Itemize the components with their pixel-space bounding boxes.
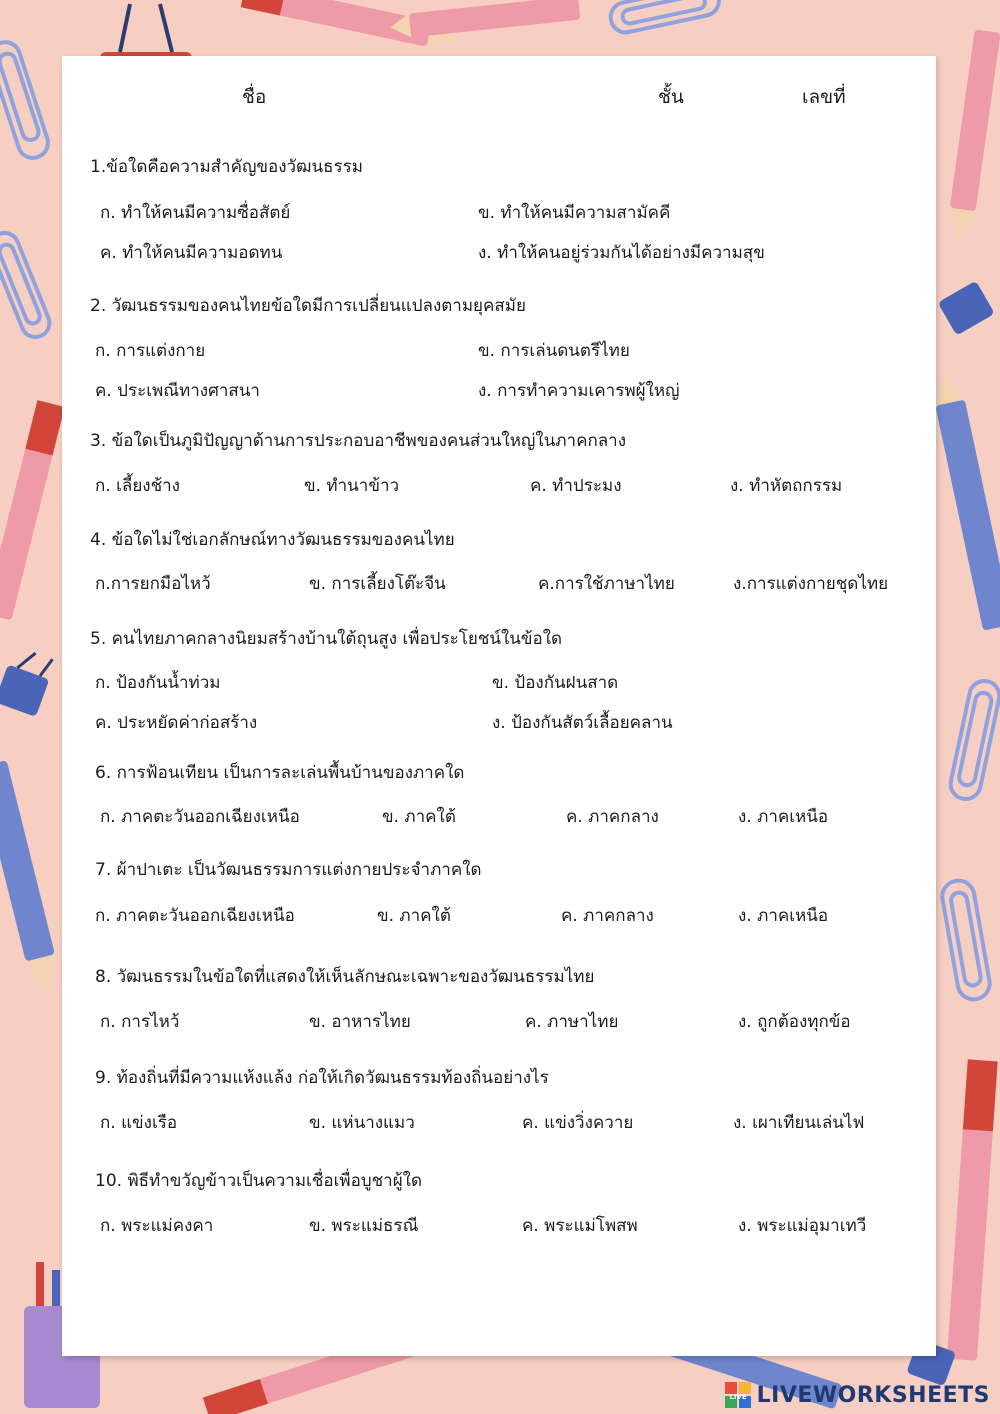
pencil-icon: [947, 1059, 998, 1360]
question-3-option-b[interactable]: ข. ทำนาข้าว: [304, 476, 400, 496]
binder-clip-icon: [0, 646, 56, 717]
paperclip-icon: [0, 38, 52, 161]
paperclip-icon: [608, 0, 722, 35]
question-8-option-d[interactable]: ง. ถูกต้องทุกข้อ: [738, 1012, 851, 1032]
question-3-title: 3. ข้อใดเป็นภูมิปัญญาด้านการประกอบอาชีพของคนส่วนใหญ่ในภาคกลาง: [90, 431, 627, 451]
question-7-option-b[interactable]: ข. ภาคใต้: [377, 906, 451, 926]
question-7-title: 7. ผ้าปาเตะ เป็นวัฒนธรรมการแต่งกายประจำภาคใด: [95, 860, 482, 880]
pencil-icon: [0, 400, 65, 620]
paperclip-icon: [948, 678, 1000, 802]
question-7-option-d[interactable]: ง. ภาคเหนือ: [738, 906, 829, 926]
question-4-title: 4. ข้อใดไม่ใช่เอกลักษณ์ทางวัฒนธรรมของคนไทย: [90, 530, 455, 550]
pencil-icon: [389, 0, 580, 39]
question-2-option-c[interactable]: ค. ประเพณีทางศาสนา: [95, 381, 260, 401]
question-8-option-a[interactable]: ก. การไหว้: [100, 1012, 180, 1032]
question-3-option-d[interactable]: ง. ทำหัตถกรรม: [730, 476, 843, 496]
question-10-option-b[interactable]: ข. พระแม่ธรณี: [309, 1216, 419, 1236]
pencil-icon: [946, 29, 1000, 241]
question-4-option-c[interactable]: ค.การใช้ภาษาไทย: [538, 574, 675, 594]
liveworksheets-icon: [725, 1382, 751, 1408]
question-10-option-c[interactable]: ค. พระแม่โพสพ: [522, 1216, 638, 1236]
question-5-option-c[interactable]: ค. ประหยัดค่าก่อสร้าง: [95, 713, 258, 733]
question-1-option-c[interactable]: ค. ทำให้คนมีความอดทน: [100, 243, 283, 263]
liveworksheets-icon-text: LIVE: [728, 1393, 747, 1401]
question-7-option-a[interactable]: ก. ภาคตะวันออกเฉียงเหนือ: [95, 906, 295, 926]
pencil-icon: [0, 760, 63, 995]
question-8-option-b[interactable]: ข. อาหารไทย: [309, 1012, 411, 1032]
question-9-option-c[interactable]: ค. แข่งวิ่งควาย: [522, 1113, 634, 1133]
question-4-option-b[interactable]: ข. การเลี้ยงโต๊ะจีน: [309, 574, 446, 594]
question-1-option-b[interactable]: ข. ทำให้คนมีความสามัคคี: [478, 203, 671, 223]
binder-clip-icon: [938, 281, 995, 336]
question-9-option-d[interactable]: ง. เผาเทียนเล่นไฟ: [733, 1113, 865, 1133]
question-6-option-c[interactable]: ค. ภาคกลาง: [566, 807, 659, 827]
question-6-option-d[interactable]: ง. ภาคเหนือ: [738, 807, 829, 827]
question-2-title: 2. วัฒนธรรมของคนไทยข้อใดมีการเปลี่ยนแปลงตามยุคสมัย: [90, 296, 526, 316]
number-label: เลขที่: [802, 86, 846, 108]
liveworksheets-logo[interactable]: [725, 1382, 990, 1408]
question-10-title: 10. พิธีทำขวัญข้าวเป็นความเชื่อเพื่อบูชาผู้ใด: [95, 1171, 422, 1191]
question-1-option-d[interactable]: ง. ทำให้คนอยู่ร่วมกันได้อย่างมีความสุข: [478, 243, 765, 263]
question-8-option-c[interactable]: ค. ภาษาไทย: [525, 1012, 619, 1032]
paperclip-icon: [0, 229, 54, 341]
question-8-title: 8. วัฒนธรรมในข้อใดที่แสดงให้เห็นลักษณะเฉพาะของวัฒนธรรมไทย: [95, 967, 595, 987]
question-6-title: 6. การฟ้อนเทียน เป็นการละเล่นพื้นบ้านของภาคใด: [95, 763, 465, 783]
question-2-option-a[interactable]: ก. การแต่งกาย: [95, 341, 206, 361]
question-1-option-a[interactable]: ก. ทำให้คนมีความซื่อสัตย์: [100, 203, 291, 223]
name-label: ชื่อ: [242, 86, 267, 108]
question-3-option-c[interactable]: ค. ทำประมง: [530, 476, 622, 496]
question-6-option-b[interactable]: ข. ภาคใต้: [382, 807, 456, 827]
question-1-title: 1.ข้อใดคือความสำคัญของวัฒนธรรม: [90, 157, 363, 177]
question-9-option-b[interactable]: ข. แห่นางแมว: [309, 1113, 415, 1133]
worksheet-paper: [62, 56, 936, 1356]
question-5-option-a[interactable]: ก. ป้องกันน้ำท่วม: [95, 673, 221, 693]
class-label: ชั้น: [658, 86, 684, 108]
pencil-icon: [929, 370, 1000, 631]
liveworksheets-text: LIVEWORKSHEETS: [756, 1382, 990, 1408]
question-5-option-b[interactable]: ข. ป้องกันฝนสาด: [492, 673, 619, 693]
question-9-option-a[interactable]: ก. แข่งเรือ: [100, 1113, 178, 1133]
question-6-option-a[interactable]: ก. ภาคตะวันออกเฉียงเหนือ: [100, 807, 300, 827]
question-9-title: 9. ท้องถิ่นที่มีความแห้งแล้ง ก่อให้เกิดวัฒนธรรมท้องถิ่นอย่างไร: [95, 1068, 549, 1088]
question-5-option-d[interactable]: ง. ป้องกันสัตว์เลื้อยคลาน: [492, 713, 673, 733]
question-4-option-a[interactable]: ก.การยกมือไหว้: [95, 574, 211, 594]
question-5-title: 5. คนไทยภาคกลางนิยมสร้างบ้านใต้ถุนสูง เพื่อประโยชน์ในข้อใด: [90, 629, 563, 649]
paperclip-icon: [940, 878, 992, 1002]
question-2-option-d[interactable]: ง. การทำความเคารพผู้ใหญ่: [478, 381, 680, 401]
question-10-option-d[interactable]: ง. พระแม่อุมาเทวี: [738, 1216, 867, 1236]
question-3-option-a[interactable]: ก. เลี้ยงช้าง: [95, 476, 180, 496]
question-10-option-a[interactable]: ก. พระแม่คงคา: [100, 1216, 214, 1236]
question-4-option-d[interactable]: ง.การแต่งกายชุดไทย: [733, 574, 889, 594]
question-7-option-c[interactable]: ค. ภาคกลาง: [561, 906, 654, 926]
question-2-option-b[interactable]: ข. การเล่นดนตรีไทย: [478, 341, 630, 361]
